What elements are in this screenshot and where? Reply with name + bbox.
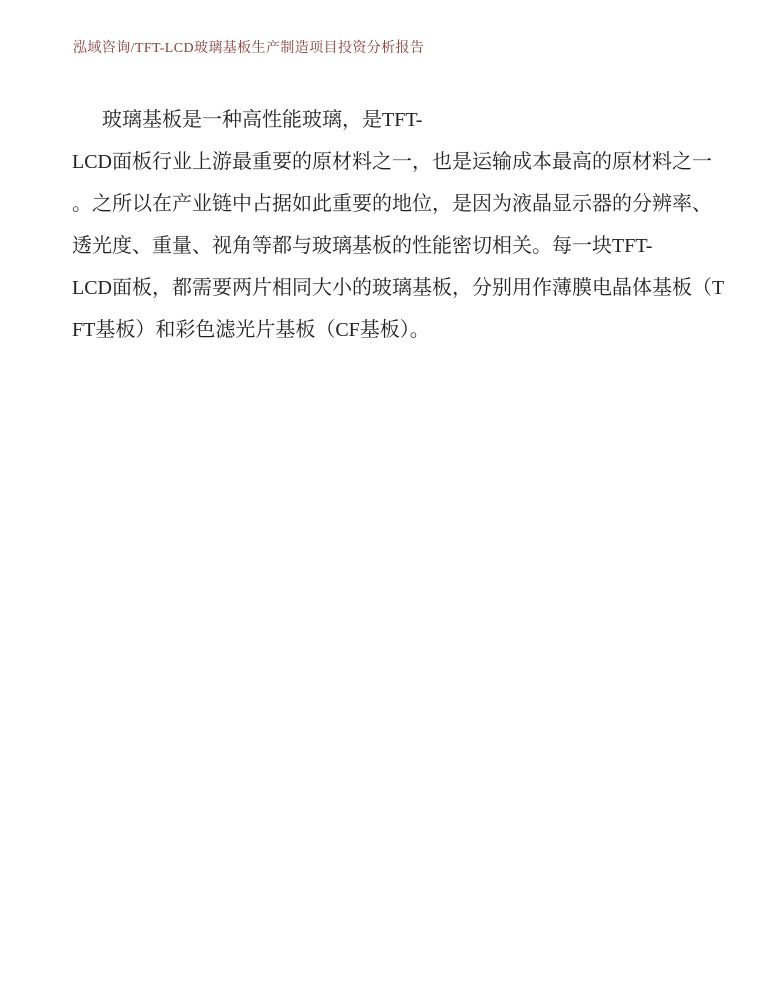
paragraph-line: FT基板）和彩色滤光片基板（CF基板）。 xyxy=(72,319,430,341)
header-line: 泓域咨询/TFT-LCD玻璃基板生产制造项目投资分析报告 xyxy=(73,41,425,56)
paragraph-line: 玻璃基板是一种高性能玻璃，是TFT- xyxy=(102,109,423,131)
paragraph-line: 透光度、重量、视角等都与玻璃基板的性能密切相关。每一块TFT- xyxy=(72,235,653,257)
paragraph-line: LCD面板，都需要两片相同大小的玻璃基板，分别用作薄膜电晶体基板（T xyxy=(72,277,725,299)
body-paragraph xyxy=(72,99,725,351)
paragraph-line: LCD面板行业上游最重要的原材料之一，也是运输成本最高的原材料之一 xyxy=(72,151,712,173)
paragraph-line: 。之所以在产业链中占据如此重要的地位，是因为液晶显示器的分辨率、 xyxy=(72,193,712,215)
